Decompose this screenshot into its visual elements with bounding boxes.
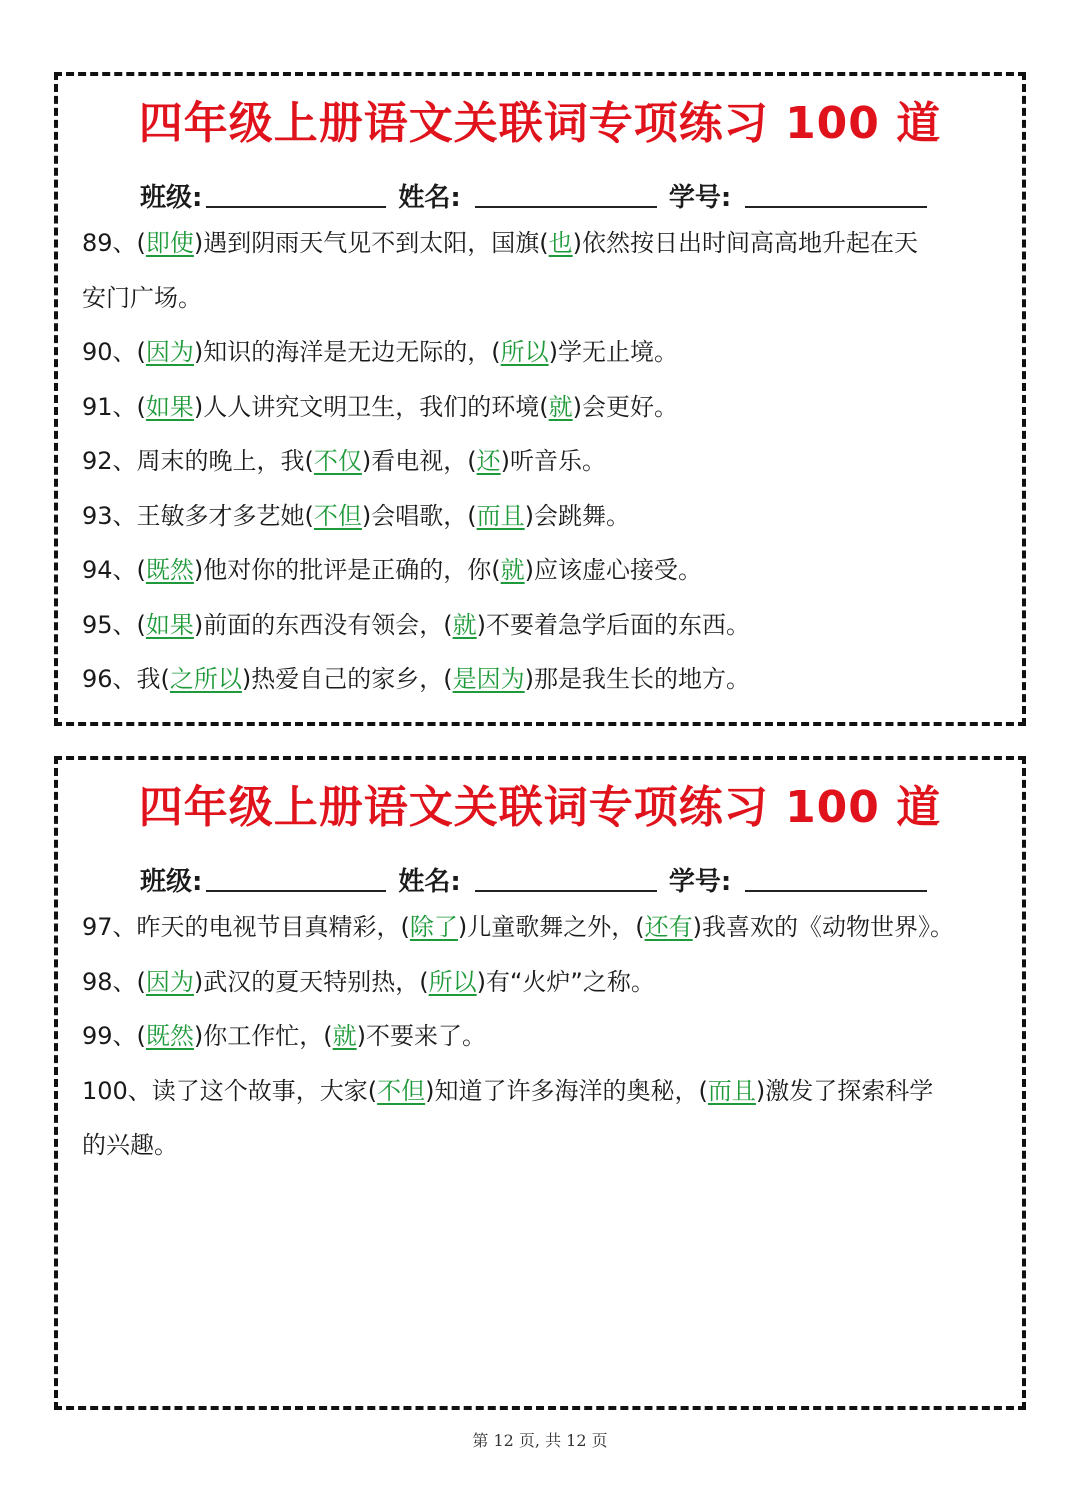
worksheet-title: 四年级上册语文关联词专项练习 100 道 <box>138 782 942 833</box>
question-text: )武汉的夏天特别热，( <box>193 967 429 996</box>
question-item <box>58 216 1022 271</box>
question-item <box>58 900 1022 955</box>
answer-word: 是因为 <box>452 665 525 693</box>
student-id-blank-line <box>745 890 927 892</box>
question-text: 99、( <box>82 1022 146 1050</box>
class-blank-line <box>206 206 386 208</box>
question-item <box>58 1009 1022 1064</box>
question-text: )人人讲究文明卫生，我们的环境( <box>193 392 549 421</box>
name-label: 姓名: <box>398 183 461 213</box>
class-label: 班级: <box>140 183 203 213</box>
question-item <box>58 380 1022 435</box>
worksheet-title: 四年级上册语文关联词专项练习 100 道 <box>138 98 942 149</box>
question-continuation: 的兴趣。 <box>82 1131 178 1159</box>
worksheet-card-2 <box>54 756 1026 1410</box>
student-info-row <box>140 856 1022 898</box>
student-id-label: 学号: <box>668 183 732 213</box>
question-text: 97、昨天的电视节目真精彩，( <box>82 913 410 941</box>
answer-word: 如果 <box>145 610 194 639</box>
question-text: )不要来了。 <box>356 1022 487 1050</box>
answer-word: 就 <box>332 1022 357 1050</box>
answer-word: 不但 <box>313 501 362 530</box>
question-text: )会唱歌，( <box>361 501 477 530</box>
class-field <box>140 861 398 898</box>
name-blank-line <box>475 206 657 208</box>
name-label: 姓名: <box>398 867 461 897</box>
student-id-label: 学号: <box>668 867 732 897</box>
question-item <box>58 434 1022 489</box>
answer-word: 因为 <box>145 338 194 366</box>
question-text: )热爱自己的家乡，( <box>241 665 453 693</box>
question-text: )会更好。 <box>572 392 679 421</box>
question-item <box>58 543 1022 598</box>
answer-word: 就 <box>452 610 477 639</box>
answer-word: 还有 <box>644 913 693 941</box>
question-text: )那是我生长的地方。 <box>524 665 751 693</box>
question-text: 96、我( <box>82 665 170 693</box>
class-label: 班级: <box>140 867 203 897</box>
answer-word: 除了 <box>409 913 458 941</box>
question-text: 98、( <box>82 967 146 996</box>
question-text: )我喜欢的《动物世界》。 <box>692 913 955 941</box>
answer-word: 因为 <box>145 967 194 996</box>
question-continuation: 安门广场。 <box>82 283 202 312</box>
answer-word: 如果 <box>145 392 194 421</box>
answer-word: 所以 <box>428 967 477 996</box>
answer-word: 而且 <box>476 501 525 530</box>
question-text: )他对你的批评是正确的，你( <box>193 556 501 584</box>
answer-word: 既然 <box>145 1022 194 1050</box>
answer-word: 就 <box>548 392 573 421</box>
answer-word: 所以 <box>500 338 549 366</box>
question-item <box>58 489 1022 544</box>
answer-word: 不仅 <box>313 447 362 475</box>
question-text: 95、( <box>82 610 146 639</box>
question-list <box>58 216 1022 707</box>
page-footer: 第 12 页, 共 12 页 <box>472 1431 608 1450</box>
question-text: )会跳舞。 <box>524 501 631 530</box>
question-text: 92、周末的晚上，我( <box>82 447 314 475</box>
answer-word: 既然 <box>145 556 194 584</box>
class-blank-line <box>206 890 386 892</box>
question-text: )学无止境。 <box>548 338 679 366</box>
question-text: )依然按日出时间高高地升起在天 <box>572 229 919 257</box>
question-text: 90、( <box>82 338 146 366</box>
question-text: )看电视，( <box>361 447 477 475</box>
answer-word: 也 <box>548 229 573 257</box>
question-text: 100、读了这个故事，大家( <box>82 1076 378 1105</box>
question-text: )知识的海洋是无边无际的，( <box>193 338 501 366</box>
question-list <box>58 900 1022 1173</box>
question-item <box>58 652 1022 707</box>
question-text: )激发了探索科学 <box>755 1076 934 1105</box>
question-text: 89、( <box>82 229 146 257</box>
name-field <box>398 177 668 214</box>
answer-word: 之所以 <box>169 665 242 693</box>
name-field <box>398 861 668 898</box>
student-info-row <box>140 172 1022 214</box>
question-text: )儿童歌舞之外，( <box>457 913 645 941</box>
question-text: )听音乐。 <box>500 447 607 475</box>
question-text: 91、( <box>82 392 146 421</box>
student-id-field <box>669 177 939 214</box>
question-text: )遇到阴雨天气见不到太阳，国旗( <box>193 229 549 257</box>
question-text: )有“火炉”之称。 <box>476 967 655 996</box>
answer-word: 就 <box>500 556 525 584</box>
answer-word: 即使 <box>145 229 194 257</box>
student-id-field <box>669 861 939 898</box>
question-text: )不要着急学后面的东西。 <box>476 610 751 639</box>
question-item <box>58 325 1022 380</box>
question-item <box>58 955 1022 1010</box>
question-item <box>58 1064 1022 1119</box>
question-text: )前面的东西没有领会，( <box>193 610 453 639</box>
name-blank-line <box>475 890 657 892</box>
class-field <box>140 177 398 214</box>
question-text: 93、王敏多才多艺她( <box>82 501 314 530</box>
question-text: )知道了许多海洋的奥秘，( <box>425 1076 708 1105</box>
answer-word: 不但 <box>377 1076 426 1105</box>
student-id-blank-line <box>745 206 927 208</box>
worksheet-card-1 <box>54 72 1026 726</box>
answer-word: 而且 <box>707 1076 756 1105</box>
answer-word: 还 <box>476 447 501 475</box>
question-item <box>58 598 1022 653</box>
question-text: 94、( <box>82 556 146 584</box>
question-text: )你工作忙，( <box>193 1022 333 1050</box>
question-text: )应该虚心接受。 <box>524 556 703 584</box>
